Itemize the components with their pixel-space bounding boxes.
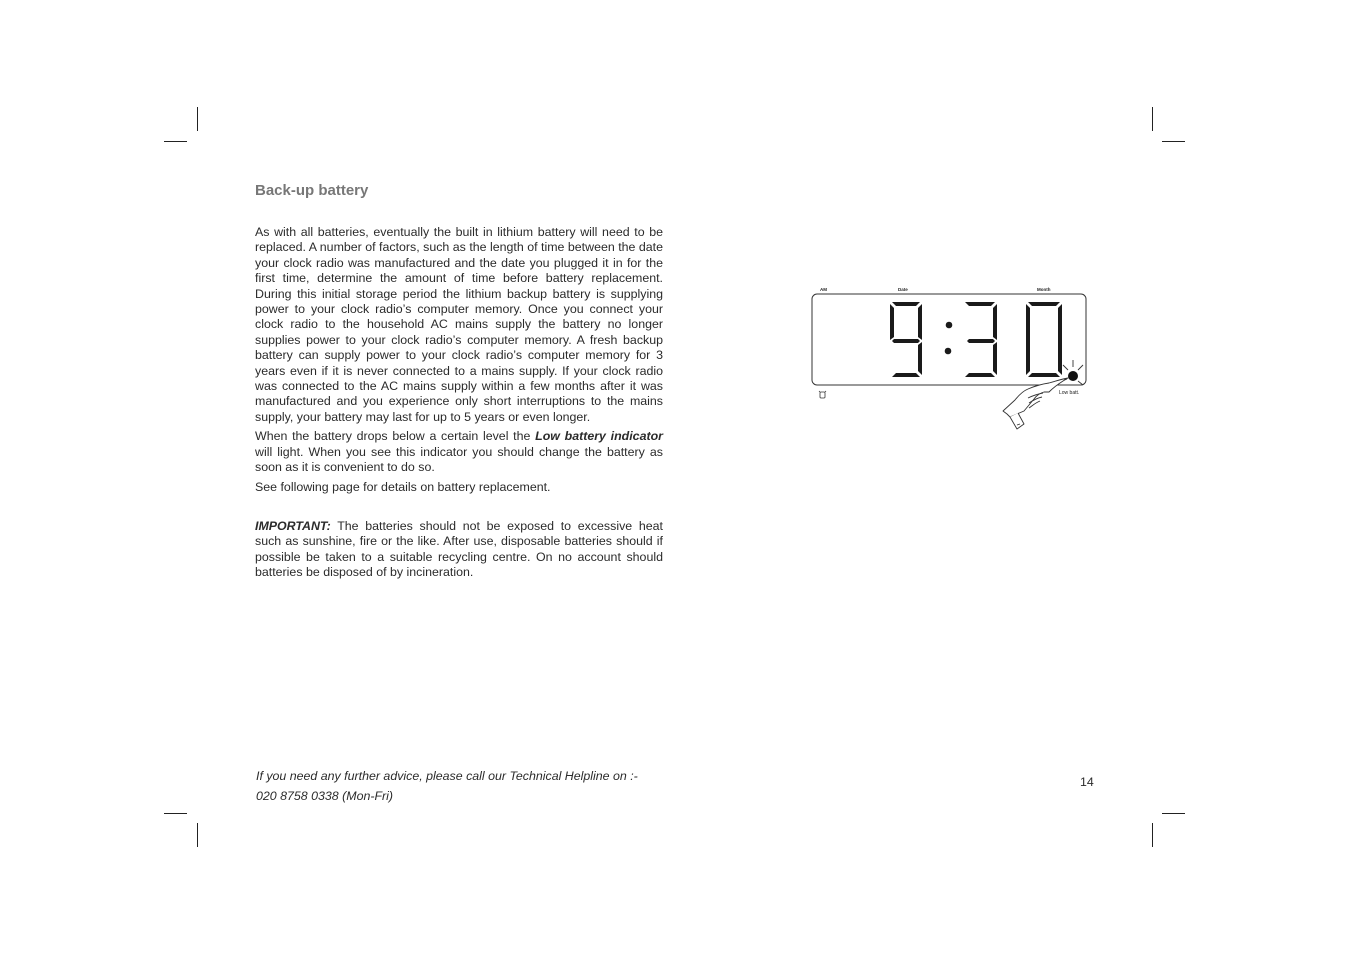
crop-mark — [197, 823, 198, 847]
paragraph-low-battery: When the battery drops below a certain level the Low battery indicator will light. When you see this indicator you should change the battery as soon as it is convenient to do so. — [255, 429, 663, 475]
crop-mark — [164, 813, 187, 814]
clock-display-illustration — [806, 283, 1096, 433]
lcd-colon-bottom — [945, 348, 952, 355]
crop-mark — [1152, 823, 1153, 847]
section-heading: Back-up battery — [255, 182, 369, 199]
lcd-label-date: Date — [898, 287, 908, 292]
paragraph-battery-lifetime: As with all batteries, eventually the built in lithium battery will need to be replaced. A number of factors, such as the length of time between the date your clock radio was manufactured and the date you plugged it in for the first time, determine the amount of time before battery replacement. During this initial storage period the lithium backup battery is supplying power to your clock radio’s computer memory. Once you connect your clock radio to the household AC mains supply the battery no longer supplies power to your clock radio’s computer memory. A fresh backup battery can supply power to your clock radio’s computer memory for 3 years even if it is never connected to a mains supply. If your clock radio was connected to the AC mains supply within a few months after it was manufactured and you experience only short interruptions to the mains supply, your battery may last for up to 5 years or even longer. — [255, 225, 663, 424]
lcd-colon-top — [946, 322, 953, 329]
important-label: IMPORTANT: — [255, 518, 331, 533]
low-battery-indicator-term: Low battery indicator — [535, 429, 663, 444]
helpline-note — [256, 766, 638, 806]
paragraph-important: IMPORTANT: The batteries should not be exposed to excessive heat such as sunshine, fire or the like. After use, disposable batteries should if possible be taken to a suitable recycling centre. On no account should batteries be disposed of by incineration. — [255, 518, 663, 580]
crop-mark — [1162, 813, 1185, 814]
lcd-digit-0 — [1026, 302, 1062, 377]
crop-mark — [197, 107, 198, 131]
lcd-digit-9 — [890, 302, 922, 377]
helpline-line-1: If you need any further advice, please call our Technical Helpline on :- — [256, 769, 638, 783]
lcd-frame — [812, 294, 1086, 385]
clock-display-svg — [806, 283, 1096, 433]
alarm-bell-icon — [819, 391, 826, 398]
lcd-digit-3 — [965, 302, 997, 377]
low-battery-indicator-icon — [1062, 360, 1083, 385]
paragraph-see-following: See following page for details on battery replacement. — [255, 479, 551, 494]
lcd-label-month: Month — [1037, 287, 1051, 292]
crop-mark — [164, 141, 187, 142]
lcd-label-am: AM — [820, 287, 827, 292]
pointing-hand-icon — [1003, 378, 1068, 429]
low-batt-label: Low batt. — [1059, 390, 1080, 396]
crop-mark — [1162, 141, 1185, 142]
crop-mark — [1152, 107, 1153, 131]
helpline-phone: 020 8758 0338 (Mon-Fri) — [256, 789, 394, 803]
page-number: 14 — [1080, 775, 1094, 789]
body-text — [255, 225, 663, 581]
